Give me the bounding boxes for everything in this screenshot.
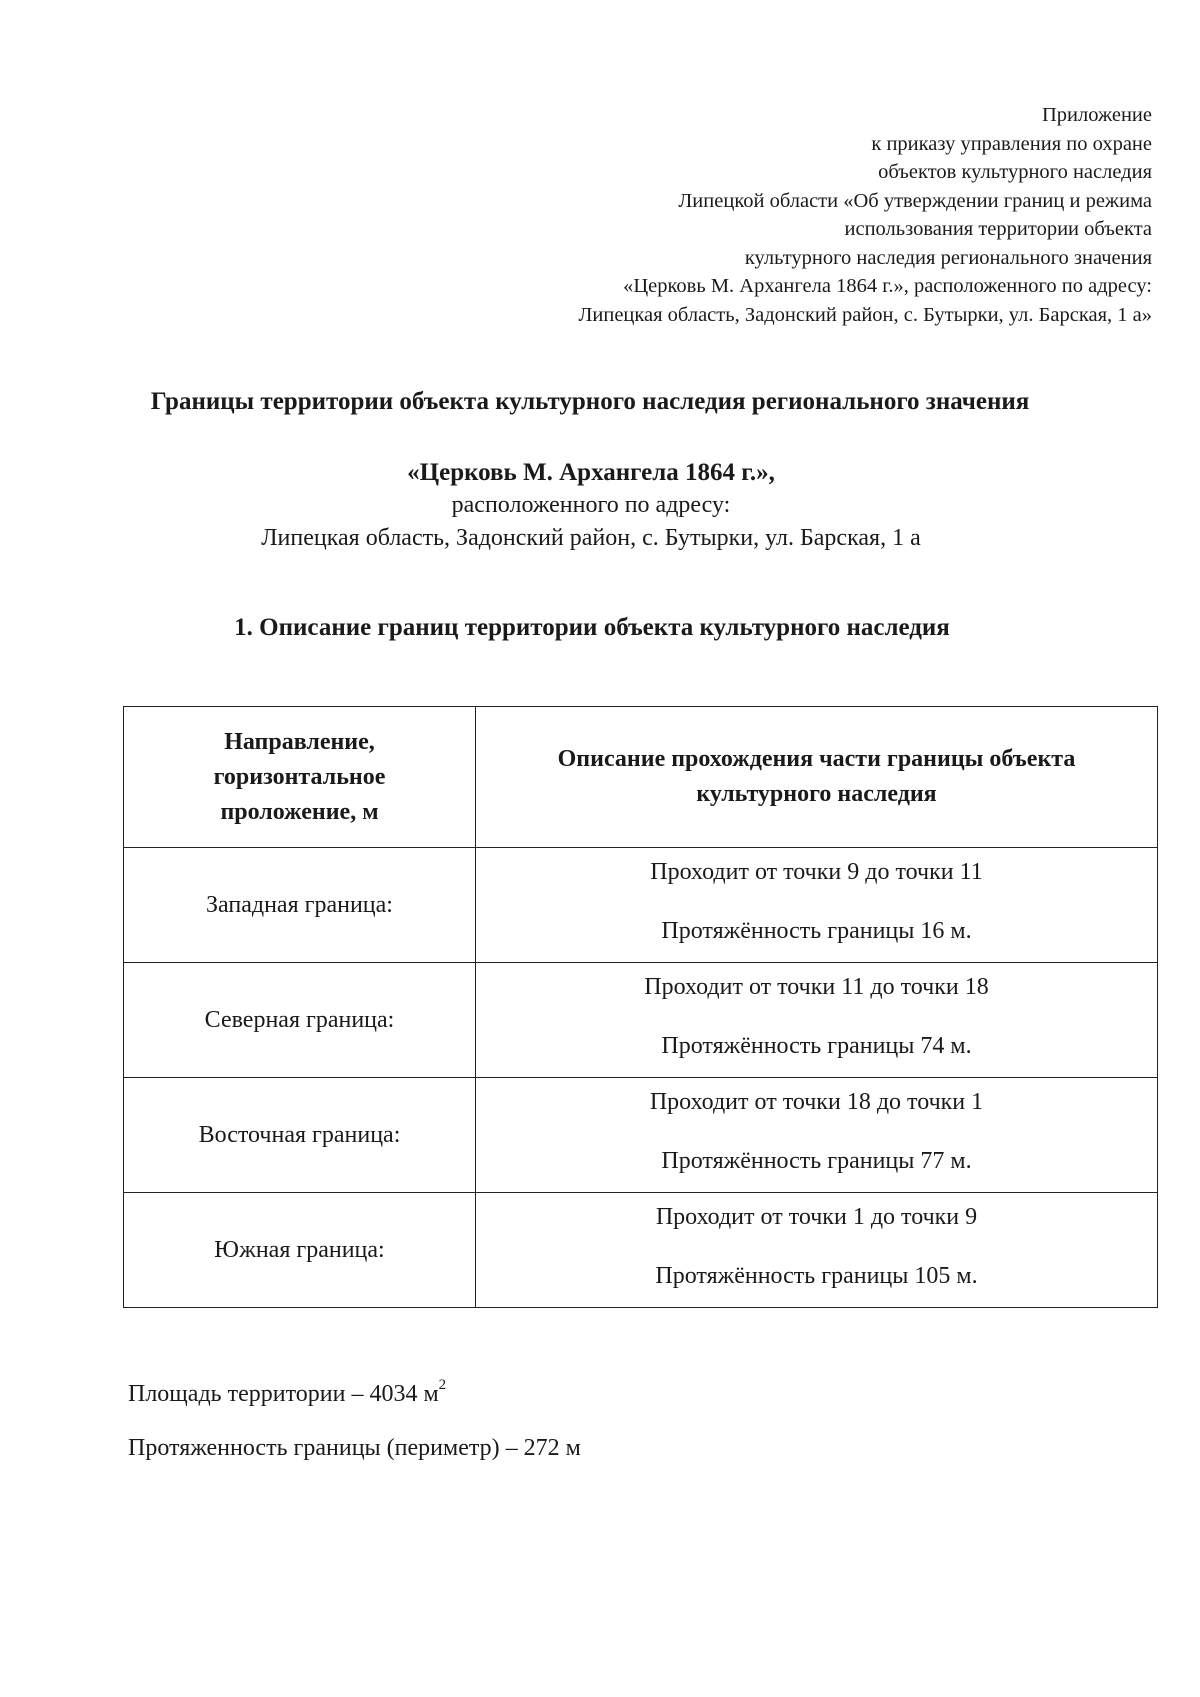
boundary-passes-text: Проходит от точки 1 до точки 9: [655, 1203, 978, 1230]
column-header-description-text: Описание прохождения части границы объекта культурного наследия: [557, 746, 1076, 807]
boundary-perimeter: Протяженность границы (периметр) – 272 м: [128, 1435, 581, 1461]
document-title-text: Границы территории объекта культурного наследия регионального значения: [150, 388, 1030, 415]
annex-line: использования территории объекта: [844, 218, 1152, 240]
direction-cell: Южная граница:: [124, 1193, 476, 1308]
document-title: [0, 388, 1200, 416]
annex-header: [252, 101, 1152, 329]
table-row: [124, 1078, 1158, 1193]
boundary-passes-text: Проходит от точки 18 до точки 1: [649, 1088, 984, 1115]
table-row: [124, 963, 1158, 1078]
direction-cell: Северная граница:: [124, 963, 476, 1078]
boundary-length-text: Протяжённость границы 74 м.: [661, 1032, 972, 1059]
annex-line: Приложение: [1041, 104, 1152, 126]
table-row: [124, 848, 1158, 963]
boundary-table: [123, 706, 1158, 1308]
object-name: [0, 456, 1200, 489]
table-row: [124, 1193, 1158, 1308]
column-header-direction: [124, 707, 476, 848]
object-located: [0, 489, 1200, 522]
object-address: [0, 522, 1200, 555]
object-address-text: Липецкая область, Задонский район, с. Бутырки, ул. Барская, 1 а: [261, 525, 921, 551]
section-heading: [0, 614, 1200, 642]
direction-cell: Восточная граница:: [124, 1078, 476, 1193]
annex-line: к приказу управления по охране: [871, 132, 1152, 155]
annex-line: объектов культурного наследия: [878, 161, 1152, 183]
boundary-passes-text: Проходит от точки 11 до точки 18: [644, 973, 989, 1000]
boundary-length-text: Протяжённость границы 105 м.: [655, 1262, 978, 1289]
boundary-length-text: Протяжённость границы 16 м.: [661, 917, 972, 944]
column-header-description: [476, 707, 1158, 848]
object-info: [0, 456, 1200, 555]
annex-line: Липецкая область, Задонский район, с. Бутырки, ул. Барская, 1 а»: [578, 303, 1152, 326]
direction-cell: Западная граница:: [124, 848, 476, 963]
object-name-text: «Церковь М. Архангела 1864 г.»,: [407, 459, 775, 486]
territory-area-text: Площадь территории – 4034 м: [128, 1381, 439, 1407]
annex-line: культурного наследия регионального значения: [744, 246, 1152, 269]
boundary-length-text: Протяжённость границы 77 м.: [661, 1147, 972, 1174]
description-cell: [476, 1193, 1158, 1308]
square-superscript: 2: [438, 1377, 447, 1393]
description-cell: [476, 848, 1158, 963]
annex-line: «Церковь М. Архангела 1864 г.», расположенного по адресу:: [623, 275, 1152, 297]
object-located-text: расположенного по адресу:: [451, 492, 731, 518]
description-cell: [476, 963, 1158, 1078]
annex-line: Липецкой области «Об утверждении границ и режима: [678, 189, 1152, 212]
description-cell: [476, 1078, 1158, 1193]
table-header-row: [124, 707, 1158, 848]
territory-area: [128, 1377, 447, 1408]
column-header-direction-text: Направление, горизонтальное проложение, м: [213, 728, 386, 825]
section-heading-text: 1. Описание границ территории объекта культурного наследия: [234, 614, 950, 641]
boundary-passes-text: Проходит от точки 9 до точки 11: [650, 858, 983, 885]
